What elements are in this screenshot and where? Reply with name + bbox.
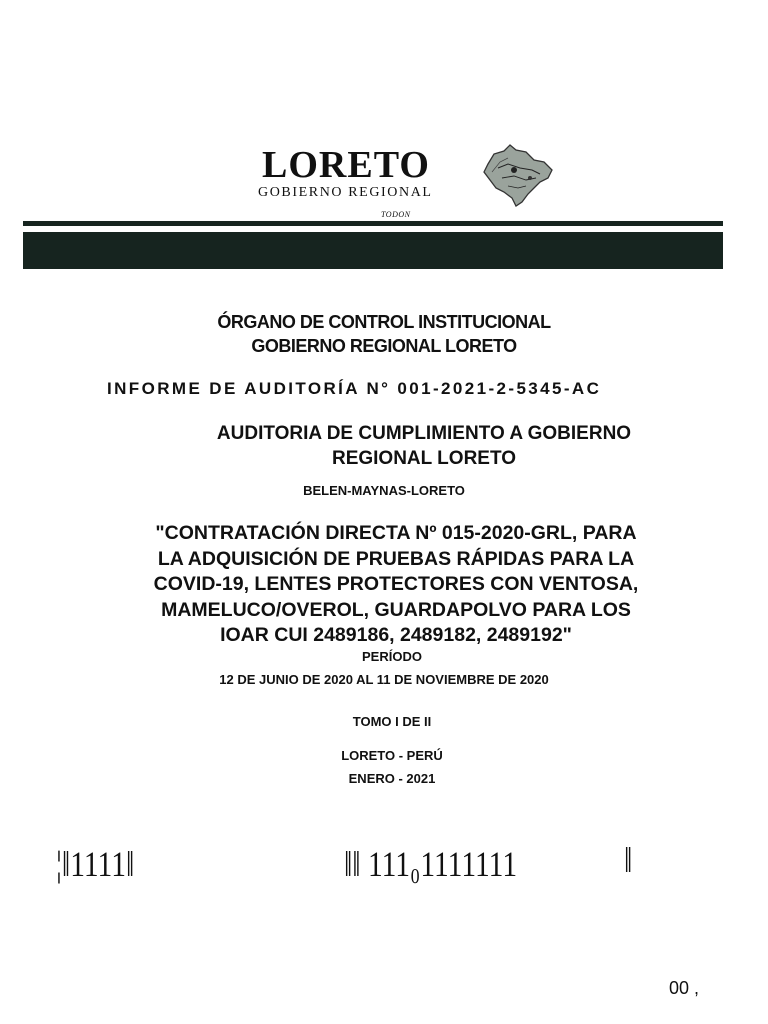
audit-location: BELEN-MAYNAS-LORETO: [303, 483, 465, 498]
loreto-map-emblem-icon: [478, 142, 558, 212]
scan-artifact-left: ¦‖1111‖: [56, 844, 135, 884]
logo-subtitle: GOBIERNO REGIONAL: [258, 185, 433, 200]
contract-line: IOAR CUI 2489186, 2489182, 2489192": [220, 624, 572, 646]
page-mark: 00 ,: [669, 978, 700, 998]
header-rule-thin: [23, 221, 723, 226]
contract-line: LA ADQUISICIÓN DE PRUEBAS RÁPIDAS PARA LA: [157, 547, 635, 570]
organ-line-2: GOBIERNO REGIONAL LORETO: [251, 336, 517, 356]
period-dates: 12 DE JUNIO DE 2020 AL 11 DE NOVIEMBRE DE 2020: [219, 672, 549, 687]
scan-artifact-right: ‖: [624, 840, 633, 880]
contract-line: COVID-19, LENTES PROTECTORES CON VENTOSA,: [153, 573, 639, 595]
organ-heading: [0, 310, 768, 358]
audit-line-1: AUDITORIA DE CUMPLIMIENTO A GOBIERNO: [216, 423, 632, 444]
organ-line-1: ÓRGANO DE CONTROL INSTITUCIONAL: [217, 312, 551, 332]
place-label: LORETO - PERÚ: [341, 748, 443, 763]
scan-artifact-middle: ‖‖ 111₀1111111: [344, 844, 518, 884]
contract-line: "CONTRATACIÓN DIRECTA Nº 015-2020-GRL, PARA: [155, 522, 637, 544]
volume-label: TOMO I DE II: [352, 714, 432, 729]
date-label: ENERO - 2021: [348, 771, 436, 786]
audit-title: [40, 421, 768, 471]
report-number: INFORME DE AUDITORÍA N° 001-2021-2-5345-AC: [107, 379, 602, 398]
period-label: PERÍODO: [362, 649, 422, 664]
contract-title: [12, 521, 768, 649]
logo-small-text: TODON: [381, 210, 411, 219]
contract-line: MAMELUCO/OVEROL, GUARDAPOLVO PARA LOS: [161, 598, 631, 621]
header-band: [23, 232, 723, 269]
audit-line-2: REGIONAL LORETO: [331, 448, 517, 469]
logo-title: LORETO: [262, 144, 430, 186]
